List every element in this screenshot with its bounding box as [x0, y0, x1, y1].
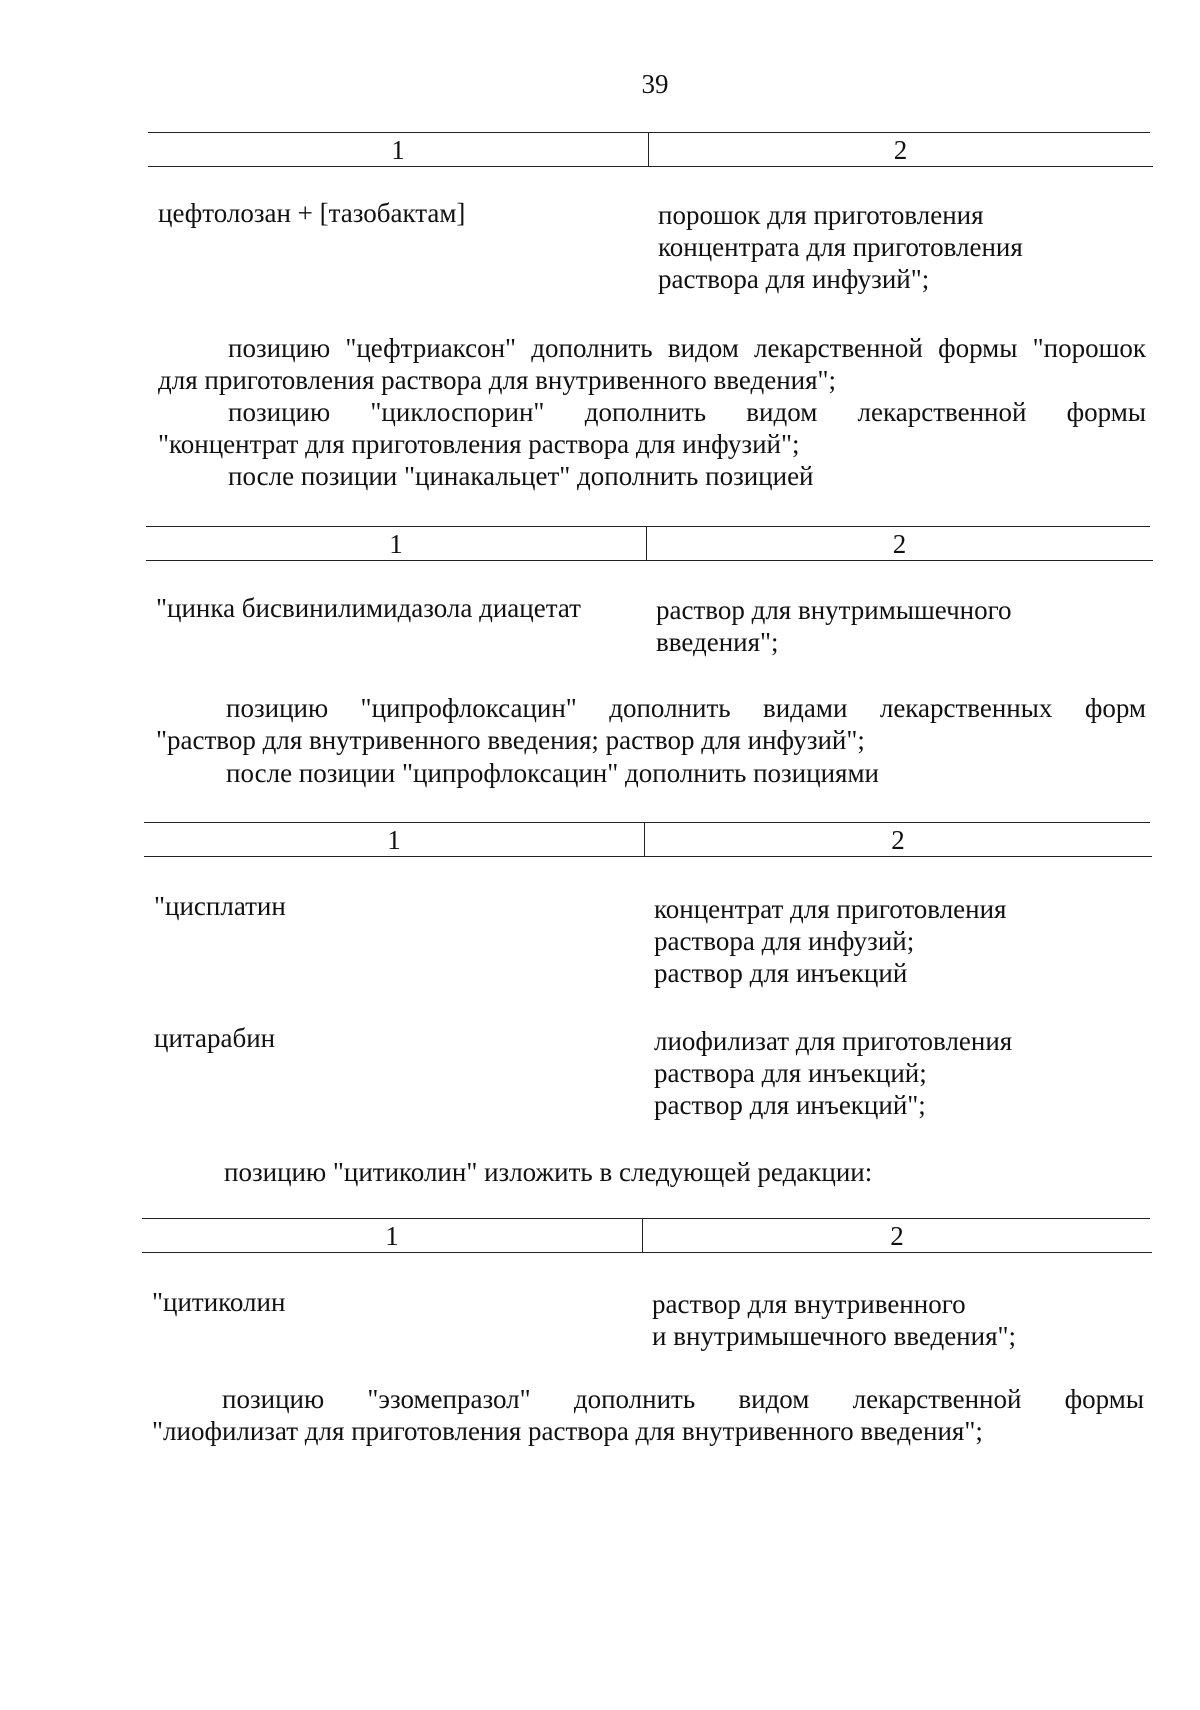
column-1-header: 1 [391, 135, 405, 165]
table-header [0, 522, 1200, 566]
drug-name: цитарабин [154, 1023, 276, 1053]
column-2-header: 2 [892, 529, 907, 559]
amendment-paragraph: позицию "циклоспорин" дополнить видом лекарственной формы "концентрат для приготовления раствора для инфузий"; [158, 397, 1146, 459]
column-2-header: 2 [891, 825, 905, 855]
dosage-forms: порошок для приготовления концентрата для приготовления раствора для инфузий"; [658, 200, 1023, 294]
dosage-forms: раствор для внутривенного и внутримышечного введения"; [652, 1289, 1017, 1351]
table-header [0, 818, 1200, 862]
table-header [0, 1214, 1200, 1258]
amendment-paragraph: позицию "эзомепразол" дополнить видом лекарственной формы "лиофилизат для приготовления раствора для внутривенного введения"; [152, 1384, 1144, 1446]
column-1-header: 1 [389, 529, 403, 559]
dosage-forms: лиофилизат для приготовления раствора для инъекций; раствор для инъекций"; [654, 1026, 1013, 1120]
column-1-header: 1 [387, 825, 401, 855]
amendment-paragraph: позицию "цитиколин" изложить в следующей редакции: [224, 1157, 873, 1187]
drug-name: "цинка бисвинилимидазола диацетат [156, 593, 581, 623]
page-number: 39 [641, 69, 669, 99]
amendment-paragraph: позицию "цефтриаксон" дополнить видом лекарственной формы "порошок для приготовления раствора для внутривенного введения"; [158, 333, 1146, 395]
drug-name: цефтолозан + [тазобактам] [158, 198, 466, 228]
drug-name: "цитиколин [152, 1287, 286, 1317]
drug-name: "цисплатин [154, 891, 286, 921]
amendment-paragraph: позицию "ципрофлоксацин" дополнить видами лекарственных форм "раствор для внутривенного введения; раствор для инфузий"; [156, 693, 1146, 755]
table-header [0, 128, 1200, 172]
dosage-forms: концентрат для приготовления раствора для инфузий; раствор для инъекций [654, 894, 1007, 988]
column-2-header: 2 [893, 135, 908, 165]
dosage-forms: раствор для внутримышечного введения"; [656, 595, 1012, 657]
amendment-paragraph: после позиции "ципрофлоксацин" дополнить позициями [226, 758, 879, 788]
amendment-paragraph: после позиции "цинакальцет" дополнить позицией [228, 461, 814, 491]
column-1-header: 1 [385, 1221, 399, 1251]
column-2-header: 2 [890, 1221, 904, 1251]
